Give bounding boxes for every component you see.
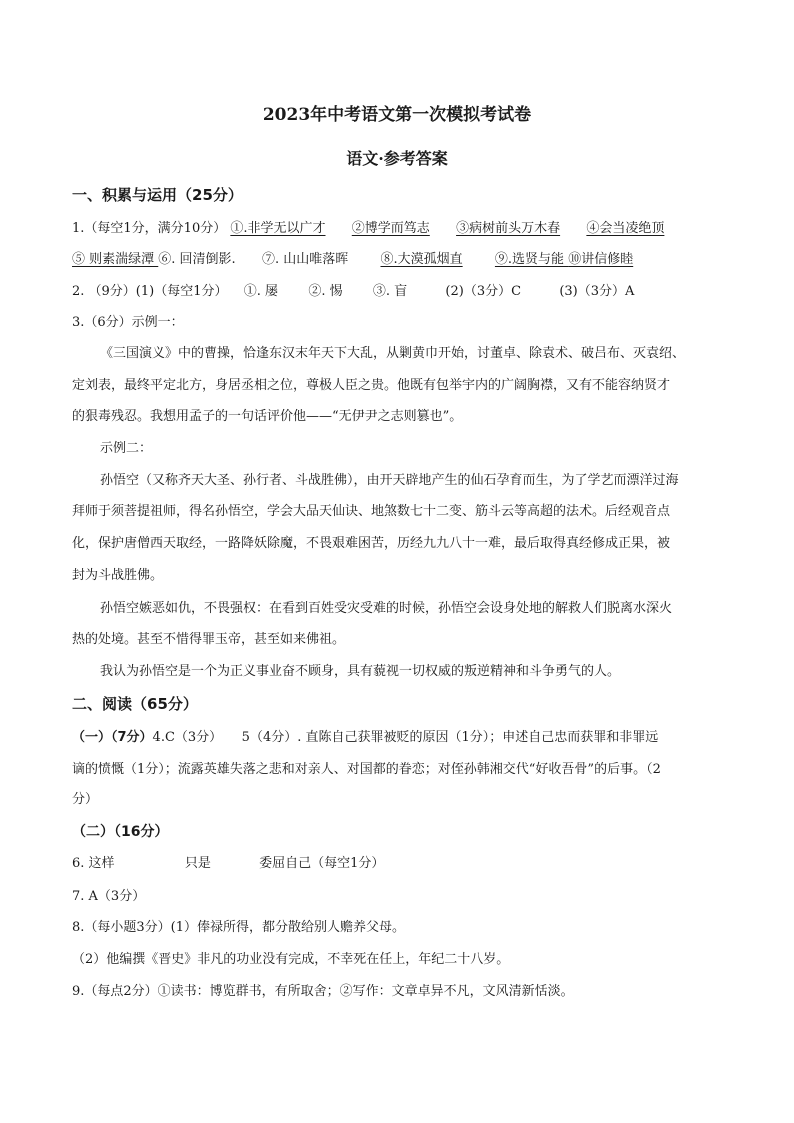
q1-answer-2: ②博学而笃志 xyxy=(351,221,430,236)
q9-line: 9.（每点2分）①读书：博览群书，有所取舍；②写作：文章卓异不凡，文风清新恬淡。 xyxy=(72,984,574,999)
section-2-heading: 二、阅读（65分） xyxy=(72,695,198,713)
q2-part-3: (3)（3分）A xyxy=(559,284,635,299)
q3-line-1: 《三国演义》中的曹操，恰逢东汉末年天下大乱，从剿黄巾开始，讨董卓、除袁术、破吕布、灭袁绍、 xyxy=(100,346,686,361)
q1-answer-4: ④会当凌绝顶 xyxy=(586,221,665,236)
q2-part-2: (2)（3分）C xyxy=(445,284,522,299)
page-title: 2023年中考语文第一次模拟考试卷 xyxy=(262,105,532,125)
q6-answer-3: 委屈自己（每空1分） xyxy=(259,856,385,871)
q6-answer-1: 6. 这样 xyxy=(72,856,115,871)
q1-prefix: 1.（每空1分，满分10分） xyxy=(72,221,227,236)
q1-answer-10: ⑩讲信修睦 xyxy=(568,252,634,267)
q3-line-8: 孙悟空嫉恶如仇，不畏强权：在看到百姓受灾受难的时候，孙悟空会设身处地的解救人们脱离水深火 xyxy=(100,601,673,616)
q3-line-5: 拜师于须菩提祖师，得名孙悟空，学会大品天仙诀、地煞数七十二变、筋斗云等高超的法术。后经观音点 xyxy=(72,504,671,519)
page-subtitle: 语文·参考答案 xyxy=(346,149,448,168)
q6-line xyxy=(72,854,732,874)
q3-line-4: 孙悟空（又称齐天大圣、孙行者、斗战胜佛），由开天辟地产生的仙石孕育而生，为了学艺而漂洋过海 xyxy=(100,473,679,488)
part-2-label: （二）（16分） xyxy=(72,824,169,840)
q3-line-2: 定刘表，最终平定北方，身居丞相之位，尊极人臣之贵。他既有包举宇内的广阔胸襟，又有不能容纳贤才 xyxy=(72,378,671,393)
part-1-text-1: 4.C（3分） 5（4分）. 直陈自己获罪被贬的原因（1分）；申述自己忠而获罪和非罪远 xyxy=(152,730,659,745)
q2-answer-1: ①. 屡 xyxy=(243,284,279,299)
q7-line: 7. A（3分） xyxy=(72,889,146,904)
part-1-label: （一）（7分） xyxy=(72,730,153,745)
q1-answer-5: ⑤ 则素湍绿潭 xyxy=(72,252,159,267)
q2-line xyxy=(72,282,732,302)
q3-example-2-label: 示例二： xyxy=(100,441,153,456)
q1-answer-8: ⑧.大漠孤烟直 xyxy=(380,252,463,267)
q3-prefix: 3.（6分）示例一： xyxy=(72,315,184,330)
part-1-line-3: 分） xyxy=(72,792,99,807)
q1-answer-1: ①.非学无以广才 xyxy=(230,221,326,236)
q1-line-2 xyxy=(72,250,732,270)
q2-answer-2: ②. 惕 xyxy=(308,284,343,299)
q3-line-7: 封为斗战胜佛。 xyxy=(72,568,164,583)
section-1-heading: 一、积累与运用（25分） xyxy=(72,186,243,204)
q2-answer-3: ③. 盲 xyxy=(372,284,408,299)
q3-line-6: 化，保护唐僧西天取经，一路降妖除魔，不畏艰难困苦，历经九九八十一难，最后取得真经修成正果，被 xyxy=(72,536,671,551)
q8-line-2: （2）他编撰《晋史》非凡的功业没有完成，不幸死在任上，年纪二十八岁。 xyxy=(72,952,510,967)
q6-answer-2: 只是 xyxy=(184,856,211,871)
q3-line-3: 的狠毒残忍。我想用孟子的一句话评价他——“无伊尹之志则篡也”。 xyxy=(72,409,463,424)
q1-answer-6: ⑥. 回清倒影. xyxy=(158,252,236,267)
q3-line-9: 热的处境。甚至不惜得罪玉帝，甚至如来佛祖。 xyxy=(72,632,346,647)
q2-prefix: 2. （9分）(1)（每空1分） xyxy=(72,284,228,299)
q3-line-10: 我认为孙悟空是一个为正义事业奋不顾身，具有藐视一切权威的叛逆精神和斗争勇气的人。 xyxy=(100,664,621,679)
q1-answer-3: ③病树前头万木春 xyxy=(456,221,561,236)
q1-answer-7: ⑦. 山山唯落晖 xyxy=(261,252,349,267)
q1-answer-9: ⑨.选贤与能 xyxy=(494,252,569,267)
part-1-line-1 xyxy=(72,728,732,748)
q8-line-1: 8.（每小题3分）(1）俸禄所得，都分散给别人赡养父母。 xyxy=(72,920,406,935)
part-1-line-2: 谪的愤慨（1分）；流露英雄失落之悲和对亲人、对国都的眷恋；对侄孙韩湘交代“好收吾骨”的后事。（2 xyxy=(72,762,661,777)
q1-line-1 xyxy=(72,219,732,239)
